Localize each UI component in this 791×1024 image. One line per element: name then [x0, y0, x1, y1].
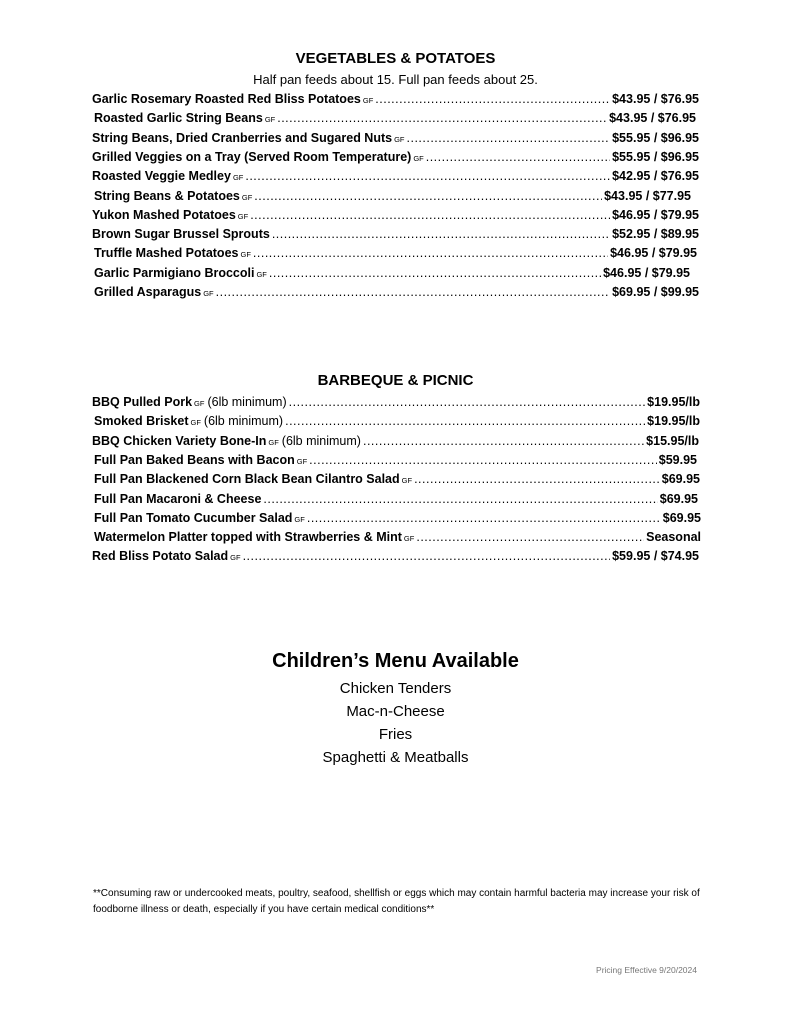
menu-item-row: [94, 246, 697, 260]
dot-leader: [363, 434, 644, 448]
pricing-effective-date: Pricing Effective 9/20/2024: [596, 965, 697, 975]
menu-item-row: [94, 492, 698, 506]
menu-item-price: $69.95 / $99.95: [612, 285, 699, 299]
menu-item-price: $52.95 / $89.95: [612, 227, 699, 242]
gluten-free-tag: GF: [394, 134, 405, 144]
gluten-free-tag: GF: [362, 96, 374, 105]
vegetables-subtitle: Half pan feeds about 15. Full pan feeds about 25.: [253, 72, 538, 87]
gluten-free-tag: GF: [241, 192, 253, 202]
dot-leader: [407, 131, 611, 145]
gluten-free-tag: GF: [237, 211, 249, 221]
menu-item-price: $46.95 / $79.95: [603, 265, 690, 280]
gluten-free-tag: GF: [203, 289, 214, 298]
menu-item-row: [92, 227, 699, 241]
menu-item-note: (6lb minimum): [207, 395, 287, 409]
menu-item-name: Red Bliss Potato Salad: [92, 549, 229, 564]
menu-item-name: Grilled Veggies on a Tray (Served Room Temperature): [92, 149, 412, 164]
kids-menu-item: Chicken Tenders: [339, 680, 452, 697]
dot-leader: [216, 285, 610, 299]
menu-item-note: (6lb minimum): [203, 414, 284, 429]
gluten-free-tag: GF: [401, 476, 413, 486]
gluten-free-tag: GF: [190, 418, 201, 428]
dot-leader: [307, 511, 661, 525]
menu-item-row: [92, 150, 699, 164]
kids-menu-title: Children’s Menu Available: [272, 650, 519, 672]
dot-leader: [309, 453, 657, 467]
menu-item-name: Brown Sugar Brussel Sprouts: [92, 227, 270, 242]
menu-item-name: Full Pan Blackened Corn Black Bean Cilantro Salad: [94, 472, 400, 487]
dot-leader: [269, 266, 601, 280]
menu-item-row: [92, 395, 700, 409]
gluten-free-tag: GF: [256, 269, 267, 279]
menu-item-name: Full Pan Macaroni & Cheese: [94, 491, 262, 506]
menu-item-name: BBQ Pulled Pork: [92, 395, 193, 409]
menu-item-name: Garlic Parmigiano Broccoli: [94, 265, 255, 280]
menu-item-row: [94, 189, 691, 203]
menu-item-price: $43.95 / $77.95: [604, 188, 691, 203]
menu-item-price: $69.95: [659, 491, 698, 506]
gluten-free-tag: GF: [268, 437, 279, 447]
dot-leader: [254, 189, 602, 203]
menu-item-row: [94, 511, 701, 525]
gluten-free-tag: GF: [296, 456, 308, 466]
gluten-free-tag: GF: [194, 399, 205, 408]
menu-item-row: [92, 434, 699, 448]
kids-menu-item: Mac-n-Cheese: [346, 703, 445, 720]
menu-item-name: Watermelon Platter topped with Strawberries & Mint: [94, 530, 402, 545]
menu-item-row: [94, 453, 697, 467]
menu-item-row: [92, 169, 699, 183]
menu-item-price: $46.95 / $79.95: [612, 207, 699, 222]
dot-leader: [414, 472, 660, 486]
menu-item-row: [94, 530, 701, 544]
kids-menu-item: Fries: [378, 726, 413, 743]
menu-item-price: $19.95/lb: [647, 414, 700, 429]
menu-item-price: $19.95/lb: [647, 395, 700, 409]
dot-leader: [426, 150, 610, 164]
menu-item-name: Smoked Brisket: [94, 414, 189, 429]
menu-item-price: $69.95: [661, 472, 700, 487]
dot-leader: [289, 395, 646, 409]
dot-leader: [272, 227, 610, 241]
menu-item-price: $42.95 / $76.95: [612, 169, 699, 184]
menu-item-row: [92, 208, 699, 222]
menu-item-name: BBQ Chicken Variety Bone-In: [92, 433, 267, 448]
menu-item-price: $43.95 / $76.95: [612, 92, 699, 106]
menu-item-price: $43.95 / $76.95: [609, 111, 696, 126]
menu-item-row: [94, 111, 696, 125]
menu-item-name: Roasted Garlic String Beans: [94, 111, 263, 126]
menu-item-price: $59.95 / $74.95: [612, 549, 699, 564]
gluten-free-tag: GF: [403, 534, 415, 544]
menu-item-name: Yukon Mashed Potatoes: [92, 207, 236, 222]
menu-item-row: [92, 92, 699, 106]
menu-item-price: Seasonal: [646, 530, 701, 545]
health-disclaimer: **Consuming raw or undercooked meats, poultry, seafood, shellfish or eggs which may contain harmful bacteria may increase your risk of foodborne illness or death, especially if you have certain medical conditions**: [93, 888, 700, 915]
gluten-free-tag: GF: [240, 250, 251, 260]
dot-leader: [243, 549, 611, 563]
menu-item-name: Garlic Rosemary Roasted Red Bliss Potatoes: [92, 92, 361, 106]
bbq-title: BARBEQUE & PICNIC: [317, 372, 474, 389]
dot-leader: [245, 169, 610, 183]
menu-item-price: $69.95: [662, 510, 701, 525]
menu-item-price: $55.95 / $96.95: [612, 130, 699, 145]
menu-item-row: [94, 414, 700, 428]
menu-item-name: String Beans & Potatoes: [94, 188, 240, 203]
dot-leader: [416, 530, 644, 544]
gluten-free-tag: GF: [232, 173, 244, 183]
menu-item-row: [94, 472, 700, 486]
menu-item-name: String Beans, Dried Cranberries and Sugared Nuts: [92, 130, 393, 145]
menu-item-row: [94, 285, 699, 299]
gluten-free-tag: GF: [230, 553, 241, 563]
menu-item-name: Truffle Mashed Potatoes: [94, 246, 239, 261]
menu-item-name: Roasted Veggie Medley: [92, 169, 231, 184]
menu-item-note: (6lb minimum): [281, 433, 361, 448]
dot-leader: [263, 492, 657, 506]
gluten-free-tag: GF: [413, 153, 424, 163]
menu-item-row: [94, 266, 690, 280]
menu-item-price: $46.95 / $79.95: [610, 246, 697, 261]
dot-leader: [375, 92, 610, 106]
menu-item-name: Grilled Asparagus: [94, 285, 202, 299]
kids-menu-item: Spaghetti & Meatballs: [322, 749, 469, 766]
dot-leader: [253, 246, 608, 260]
vegetables-title: VEGETABLES & POTATOES: [295, 50, 496, 67]
dot-leader: [250, 208, 610, 222]
dot-leader: [285, 414, 645, 428]
menu-item-name: Full Pan Tomato Cucumber Salad: [94, 510, 293, 525]
menu-item-price: $59.95: [658, 452, 697, 467]
menu-item-row: [92, 549, 699, 563]
menu-item-price: $15.95/lb: [646, 433, 699, 448]
gluten-free-tag: GF: [294, 514, 305, 524]
gluten-free-tag: GF: [264, 115, 276, 125]
menu-item-name: Full Pan Baked Beans with Bacon: [94, 452, 295, 467]
menu-item-row: [92, 131, 699, 145]
dot-leader: [277, 111, 607, 125]
menu-item-price: $55.95 / $96.95: [612, 149, 699, 164]
